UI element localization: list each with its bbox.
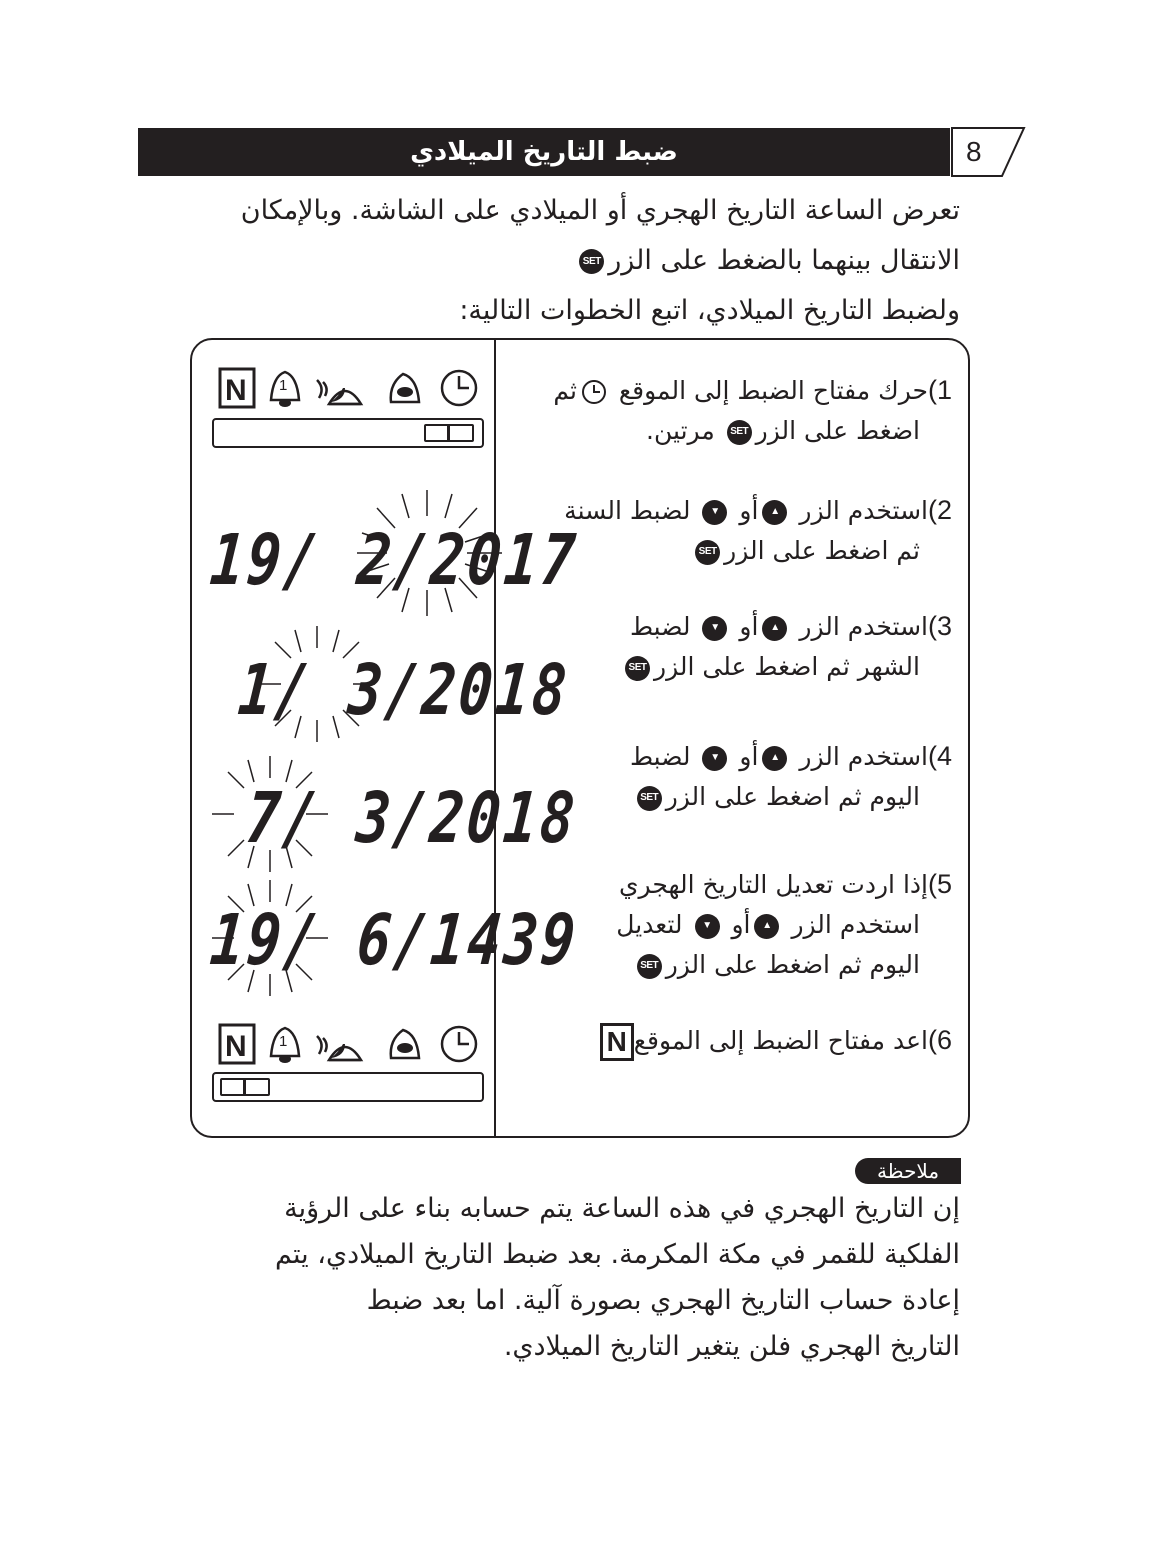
lcd-date-1: 19/ 2/2017 xyxy=(207,520,582,602)
alarm-bell-icon xyxy=(271,1028,299,1063)
position-slider-top xyxy=(212,418,484,448)
note-label: ملاحظة xyxy=(855,1158,961,1184)
note-line-2: الفلكية للقمر في مكة المكرمة. بعد ضبط التاريخ الميلادي، يتم xyxy=(275,1239,960,1270)
up-button-icon: ▲ xyxy=(762,746,787,771)
up-button-icon: ▲ xyxy=(762,500,787,525)
lcd-display-month xyxy=(202,640,573,732)
alarm-bell-icon xyxy=(271,372,299,407)
set-button-icon: SET xyxy=(637,954,662,979)
lcd-display-day xyxy=(202,768,581,860)
intro-text xyxy=(130,186,960,336)
svg-text:1: 1 xyxy=(279,1033,288,1050)
position-slider-bottom xyxy=(212,1072,484,1102)
intro-line-3: ولضبط التاريخ الميلادي، اتبع الخطوات التالية: xyxy=(459,295,960,326)
set-button-icon: SET xyxy=(727,420,752,445)
lcd-display-hijri xyxy=(202,890,582,982)
lcd-icon-row-top xyxy=(217,366,487,410)
mode-n-icon: N xyxy=(600,1023,634,1061)
clock-icon xyxy=(442,1027,476,1061)
set-button-icon: SET xyxy=(637,786,662,811)
intro-line-1: تعرض الساعة التاريخ الهجري أو الميلادي على الشاشة. وبالإمكان xyxy=(240,195,960,226)
up-button-icon: ▲ xyxy=(754,914,779,939)
mode-n-icon xyxy=(220,1025,254,1063)
intro-line-2: الانتقال بينهما بالضغط على الزرSET xyxy=(130,236,960,286)
lcd-date-2: 1/ 3/2018 xyxy=(235,650,573,732)
step-1: 1)حرك مفتاح الضبط إلى الموقع ثم اضغط على الزرSET مرتين. xyxy=(553,375,952,445)
page-title xyxy=(138,128,950,176)
note-line-1: إن التاريخ الهجري في هذه الساعة يتم حسابه بناء على الرؤية xyxy=(284,1193,960,1224)
step-6: 6)اعد مفتاح الضبط إلى الموقعN xyxy=(512,1020,952,1061)
up-button-icon: ▲ xyxy=(762,616,787,641)
mosque-sound-icon xyxy=(317,380,361,404)
lcd-date-4: 19/ 6/1439 xyxy=(207,900,582,982)
clock-icon xyxy=(442,371,476,405)
down-button-icon: ▼ xyxy=(702,500,727,525)
page-number-tab xyxy=(950,126,1026,178)
note-line-3: إعادة حساب التاريخ الهجري بصورة آلية. اما بعد ضبط xyxy=(366,1285,960,1316)
step-5: 5)إذا اردت تعديل التاريخ الهجري استخدم الزر ▲أو ▼ لتعديل اليوم ثم اضغط على الزرSET xyxy=(616,869,952,979)
lcd-date-3: 7/ 3/2018 xyxy=(243,778,581,860)
step-2: 2)استخدم الزر ▲أو ▼ لضبط السنة ثم اضغط على الزرSET xyxy=(564,495,952,565)
panel-divider xyxy=(494,340,496,1136)
note-line-4: التاريخ الهجري فلن يتغير التاريخ الميلادي. xyxy=(503,1331,960,1362)
mode-n-icon xyxy=(220,369,254,407)
note-text xyxy=(180,1186,960,1370)
instruction-panel xyxy=(190,338,970,1138)
mosque-sound-icon xyxy=(317,1036,361,1060)
down-button-icon: ▼ xyxy=(695,914,720,939)
slider-switch-right xyxy=(424,424,474,442)
page-number: 8 xyxy=(966,136,982,167)
svg-text:1: 1 xyxy=(279,377,288,394)
bell-off-icon xyxy=(391,374,419,402)
svg-text:N: N xyxy=(225,1030,247,1063)
set-button-icon: SET xyxy=(625,656,650,681)
page-tab-outline xyxy=(950,126,1026,178)
lcd-icon-row-bottom xyxy=(217,1022,487,1066)
clock-position-icon xyxy=(581,379,607,405)
slider-switch-left xyxy=(220,1078,270,1096)
set-button-icon: SET xyxy=(579,249,604,274)
down-button-icon: ▼ xyxy=(702,746,727,771)
bell-off-icon xyxy=(391,1030,419,1058)
step-3: 3)استخدم الزر ▲أو ▼ لضبط الشهر ثم اضغط على الزرSET xyxy=(512,606,952,687)
svg-text:N: N xyxy=(225,374,247,407)
set-button-icon: SET xyxy=(695,540,720,565)
lcd-display-year xyxy=(202,510,582,602)
step-4: 4)استخدم الزر ▲أو ▼ لضبط اليوم ثم اضغط على الزرSET xyxy=(629,741,952,811)
page-title-text: ضبط التاريخ الميلادي xyxy=(410,137,678,167)
down-button-icon: ▼ xyxy=(702,616,727,641)
